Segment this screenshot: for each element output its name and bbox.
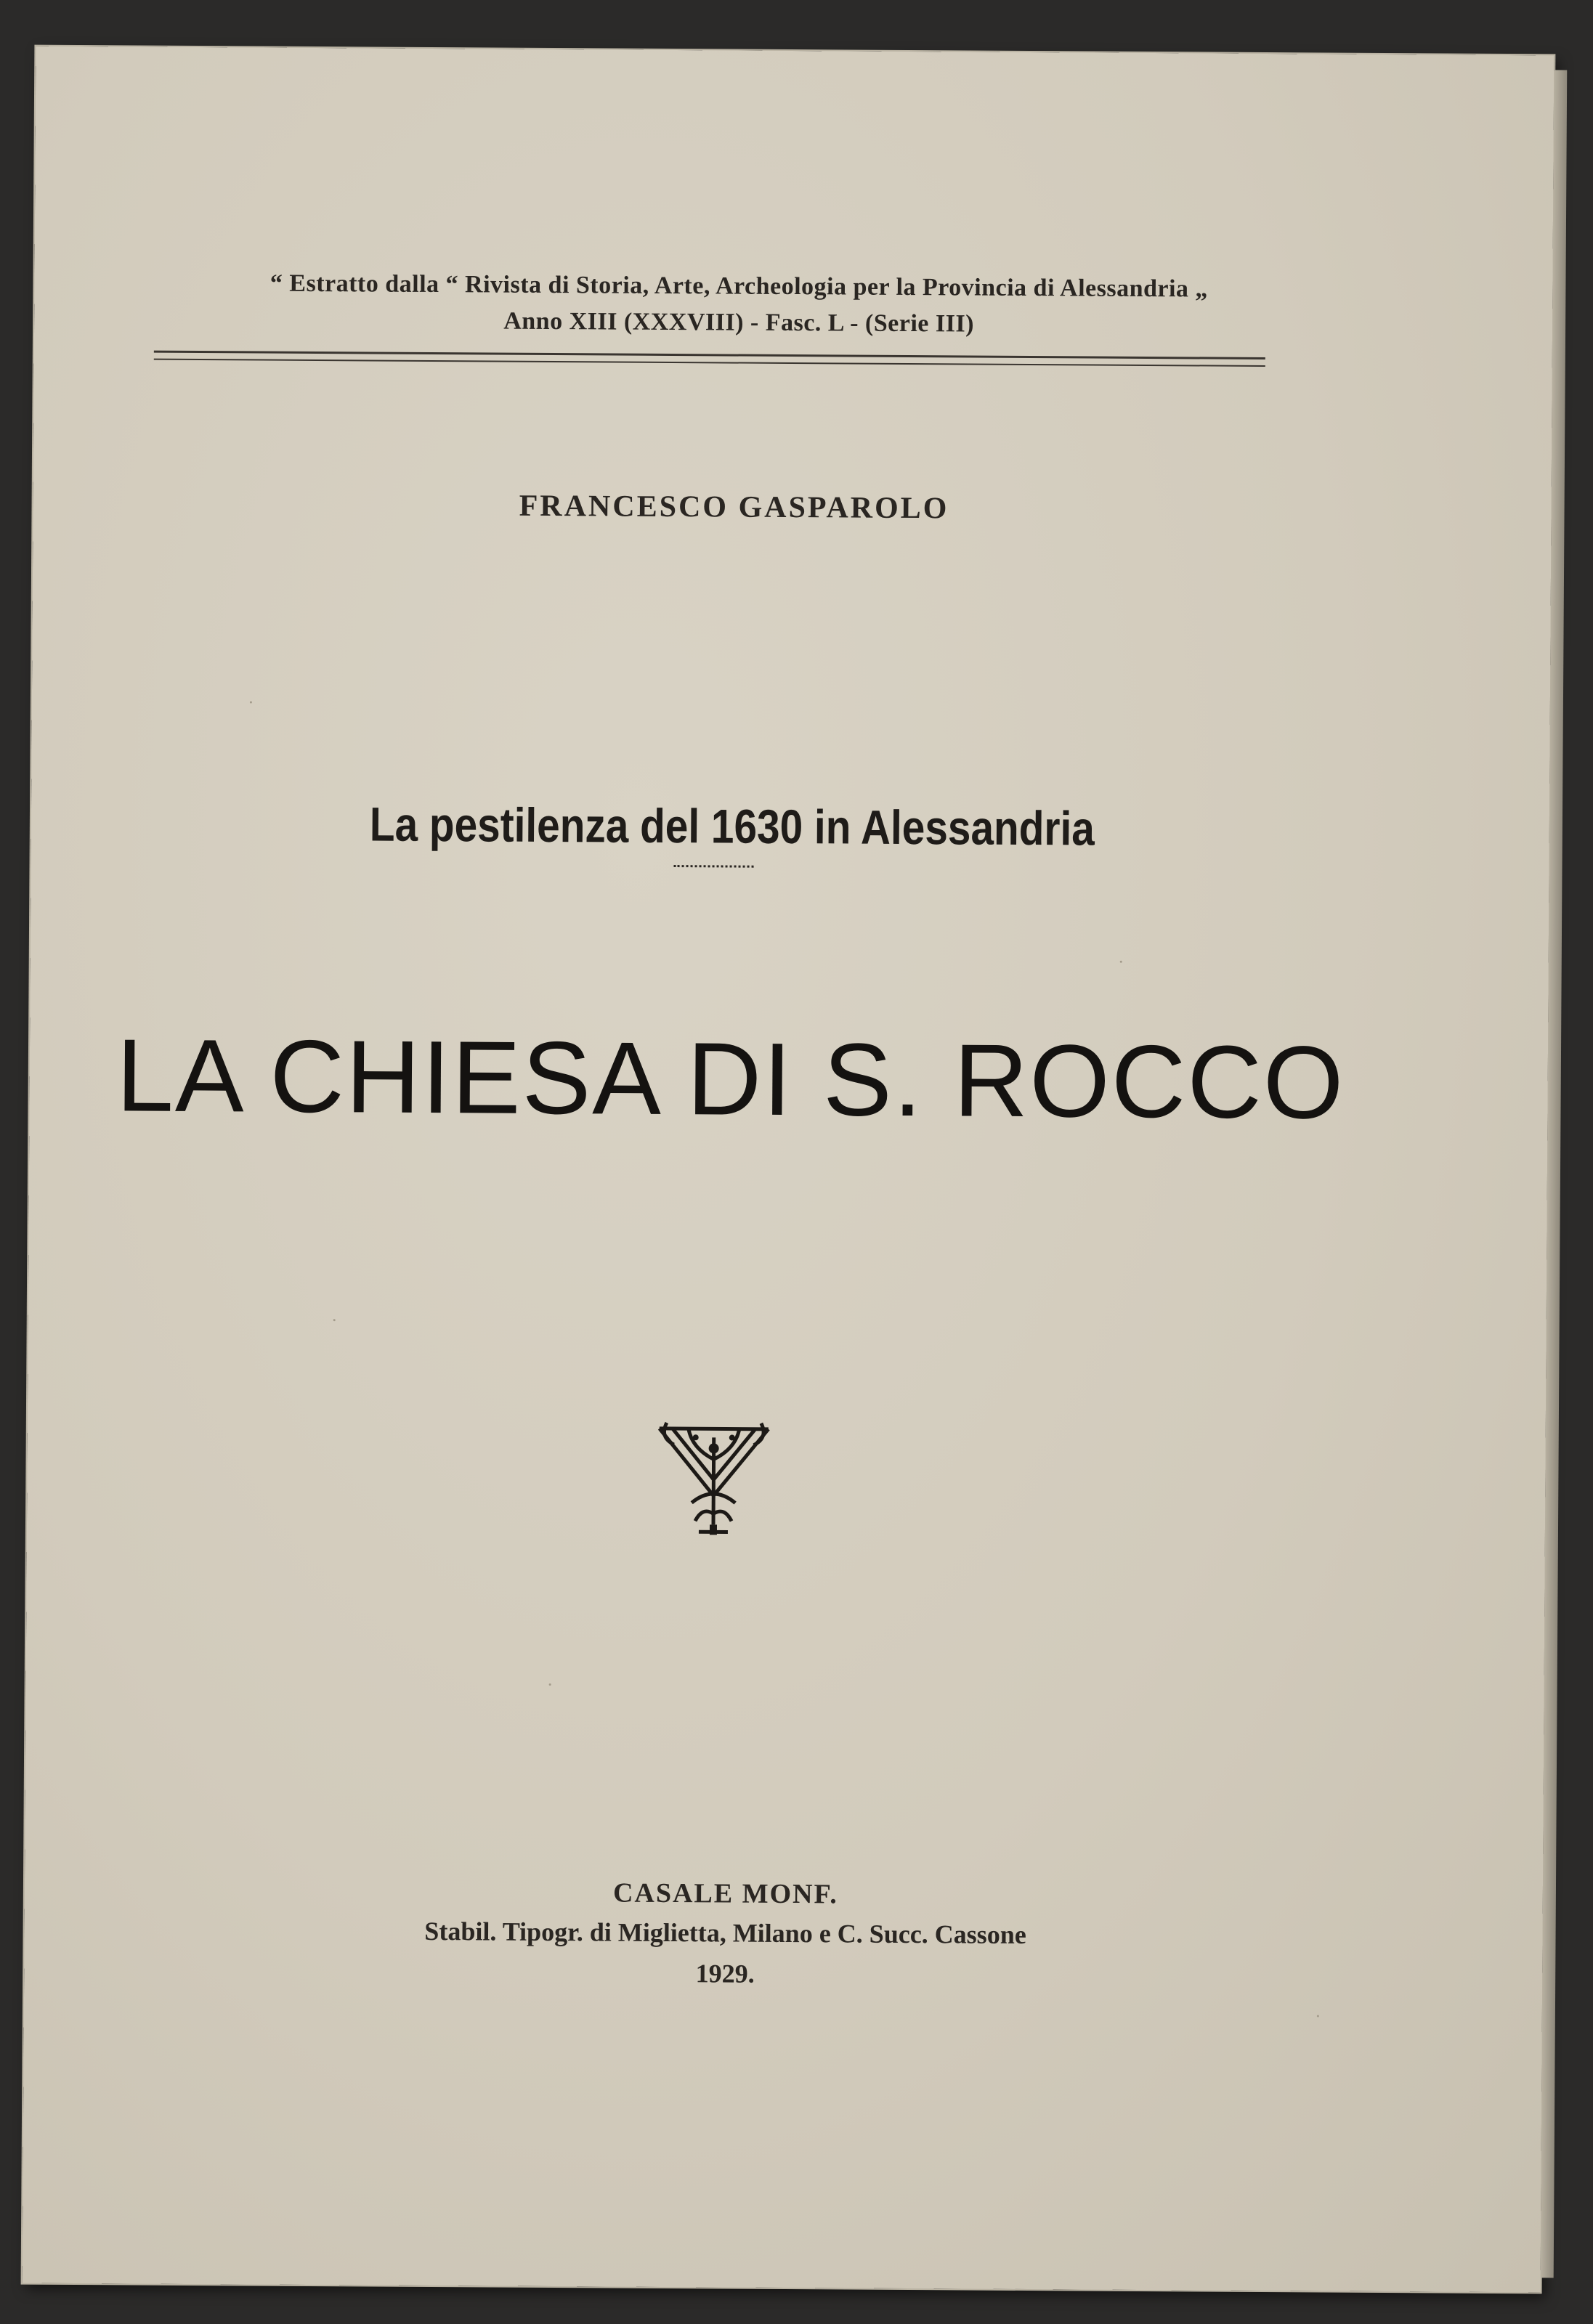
subtitle: La pestilenza del 1630 in Alessandria [369,797,1095,856]
page-edge [1541,70,1568,2278]
paper-speck [549,1683,551,1686]
dotted-divider [674,865,754,868]
imprint-year: 1929. [695,1959,755,1988]
book-cover [23,46,1555,2293]
imprint-city: CASALE MONF. [612,1877,838,1910]
imprint [24,1869,1427,2000]
imprint-printer: Stabil. Tipogr. di Miglietta, Milano e C. Succ. Cassone [424,1916,1026,1950]
offprint-header-line1: “ Estratto dalla “ Rivista di Storia, Arte, Archeologia per la Provincia di Alessandria „ [269,269,1209,303]
main-title: LA CHIESA DI S. ROCCO [115,1017,1345,1141]
paper-speck [1120,961,1122,963]
paper-speck [333,1319,336,1321]
header-double-rule [154,351,1265,367]
offprint-header [34,264,1444,346]
offprint-header-line2: Anno XIII (XXXVIII) - Fasc. L - (Serie III) [503,307,975,338]
author-name: FRANCESCO GASPAROLO [519,489,949,526]
paper-speck [250,701,252,703]
paper-speck [1317,2015,1319,2017]
printers-ornament-icon [652,1415,776,1540]
